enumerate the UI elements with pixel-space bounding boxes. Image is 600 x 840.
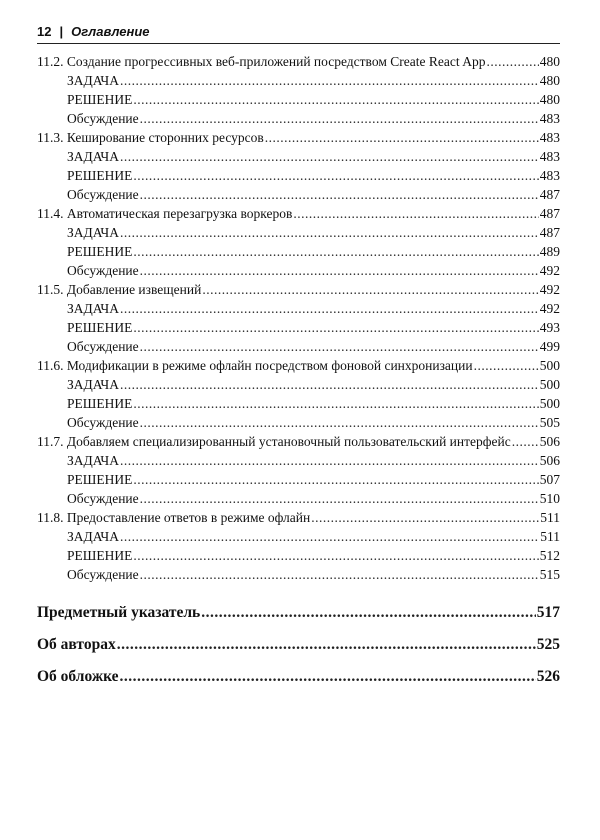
toc-subentry[interactable] [37,90,560,109]
toc-page-number: 493 [539,320,560,335]
toc-entry-title: ЗАДАЧА [67,149,119,164]
dot-leader [133,470,538,489]
toc-entry-title: РЕШЕНИЕ [67,472,133,487]
toc-entry-title: ЗАДАЧА [67,301,119,316]
toc-entry-title: 11.3. Кеширование сторонних ресурсов [37,130,264,145]
toc-entry-title: ЗАДАЧА [67,225,119,240]
toc-subentry[interactable] [37,337,560,356]
toc-page-number: 500 [539,396,560,411]
dot-leader [133,394,538,413]
dot-leader [474,356,539,375]
dot-leader [133,90,538,109]
toc-page-number: 506 [539,434,560,449]
dot-leader [120,375,539,394]
toc-subentry[interactable] [37,223,560,242]
toc-subentry[interactable] [37,394,560,413]
toc-subentry[interactable] [37,109,560,128]
toc-entry-title: ЗАДАЧА [67,73,119,88]
toc-entry-title: РЕШЕНИЕ [67,396,133,411]
toc-subentry[interactable] [37,527,560,546]
toc-page-number: 483 [539,168,560,183]
dot-leader [140,489,539,508]
toc-page-number: 512 [539,548,560,563]
toc-page-number: 480 [539,92,560,107]
toc-page-number: 480 [539,54,560,69]
dot-leader [140,261,539,280]
toc-subentry[interactable] [37,565,560,584]
toc-entry-title: ЗАДАЧА [67,377,119,392]
toc-subentry[interactable] [37,546,560,565]
toc-section-entry[interactable] [37,128,560,147]
toc-entry-title: Обсуждение [67,339,139,354]
page-number: 12 [37,24,52,39]
toc-entry-title: 11.8. Предоставление ответов в режиме офлайн [37,510,311,525]
toc-page-number: 511 [540,529,560,544]
toc-entry-title: Предметный указатель [37,604,201,621]
dot-leader [140,109,539,128]
dot-leader [140,337,539,356]
dot-leader [140,185,539,204]
toc-section-entry[interactable] [37,52,560,71]
toc-page-number: 500 [539,377,560,392]
toc-subentry[interactable] [37,261,560,280]
toc-page-number: 499 [539,339,560,354]
toc-section-entry[interactable] [37,432,560,451]
toc-page-number: 487 [539,187,560,202]
toc-page-number: 492 [539,263,560,278]
dot-leader [201,600,536,626]
toc-page-number: 480 [539,73,560,88]
dot-leader [120,71,539,90]
toc-page-number: 489 [539,244,560,259]
toc-entry-title: Об авторах [37,636,116,653]
toc-entry-title: ЗАДАЧА [67,453,119,468]
dot-leader [140,413,539,432]
dot-leader [133,166,538,185]
running-title: Оглавление [71,24,150,39]
toc-subentry[interactable] [37,318,560,337]
dot-leader [120,527,539,546]
dot-leader [133,546,538,565]
toc-page-number: 483 [539,130,560,145]
toc-subentry[interactable] [37,375,560,394]
header-separator: | [59,24,64,39]
toc-subentry[interactable] [37,147,560,166]
toc-entry-title: Обсуждение [67,111,139,126]
dot-leader [140,565,539,584]
toc-entry-title: Об обложке [37,668,119,685]
dot-leader [293,204,538,223]
toc-section-entry[interactable] [37,356,560,375]
toc-chapter-entry[interactable] [37,664,560,690]
toc-page-number: 526 [536,668,560,685]
toc-page-number: 483 [539,149,560,164]
toc-subentry[interactable] [37,451,560,470]
toc-subentry[interactable] [37,299,560,318]
toc-entry-title: РЕШЕНИЕ [67,548,133,563]
toc-subentry[interactable] [37,413,560,432]
dot-leader [117,632,536,658]
toc-section-entry[interactable] [37,508,560,527]
toc-section-entry[interactable] [37,280,560,299]
toc-subentry[interactable] [37,242,560,261]
toc-subentry[interactable] [37,185,560,204]
toc-entry-title: Обсуждение [67,415,139,430]
toc-page-number: 517 [536,604,560,621]
toc-subentry[interactable] [37,71,560,90]
toc-entry-title: 11.2. Создание прогрессивных веб-приложений посредством Create React App [37,54,486,69]
toc-page-number: 525 [536,636,560,653]
toc-page-number: 487 [539,206,560,221]
toc-page-number: 511 [540,510,560,525]
toc-subentry[interactable] [37,166,560,185]
toc-entry-title: Обсуждение [67,491,139,506]
toc-entry-title: 11.5. Добавление извещений [37,282,202,297]
toc-entry-title: ЗАДАЧА [67,529,119,544]
toc-page-number: 487 [539,225,560,240]
dot-leader [512,432,539,451]
toc-page-number: 483 [539,111,560,126]
toc-page-number: 492 [539,301,560,316]
toc-subentry[interactable] [37,470,560,489]
dot-leader [120,664,536,690]
toc-subentry[interactable] [37,489,560,508]
toc-page-number: 515 [539,567,560,582]
toc-page-number: 506 [539,453,560,468]
dot-leader [202,280,538,299]
table-of-contents [37,52,560,690]
dot-leader [120,299,539,318]
toc-entry-title: 11.6. Модификации в режиме офлайн посредством фоновой синхронизации [37,358,473,373]
toc-page-number: 500 [539,358,560,373]
running-header [37,24,560,39]
dot-leader [311,508,539,527]
dot-leader [486,52,538,71]
toc-page-number: 507 [539,472,560,487]
toc-entry-title: Обсуждение [67,263,139,278]
toc-entry-title: РЕШЕНИЕ [67,168,133,183]
toc-chapter-entry[interactable] [37,632,560,658]
dot-leader [120,147,539,166]
toc-entry-title: 11.7. Добавляем специализированный установочный пользовательский интерфейс [37,434,511,449]
dot-leader [120,223,539,242]
toc-entry-title: РЕШЕНИЕ [67,92,133,107]
toc-section-entry[interactable] [37,204,560,223]
toc-entry-title: Обсуждение [67,567,139,582]
toc-entry-title: РЕШЕНИЕ [67,320,133,335]
dot-leader [120,451,539,470]
toc-chapter-entry[interactable] [37,600,560,626]
toc-entry-title: Обсуждение [67,187,139,202]
dot-leader [265,128,539,147]
toc-page-number: 505 [539,415,560,430]
dot-leader [133,318,538,337]
header-rule [37,43,560,44]
toc-entry-title: 11.4. Автоматическая перезагрузка воркеров [37,206,293,221]
toc-page-number: 510 [539,491,560,506]
toc-entry-title: РЕШЕНИЕ [67,244,133,259]
dot-leader [133,242,538,261]
toc-page-number: 492 [539,282,560,297]
